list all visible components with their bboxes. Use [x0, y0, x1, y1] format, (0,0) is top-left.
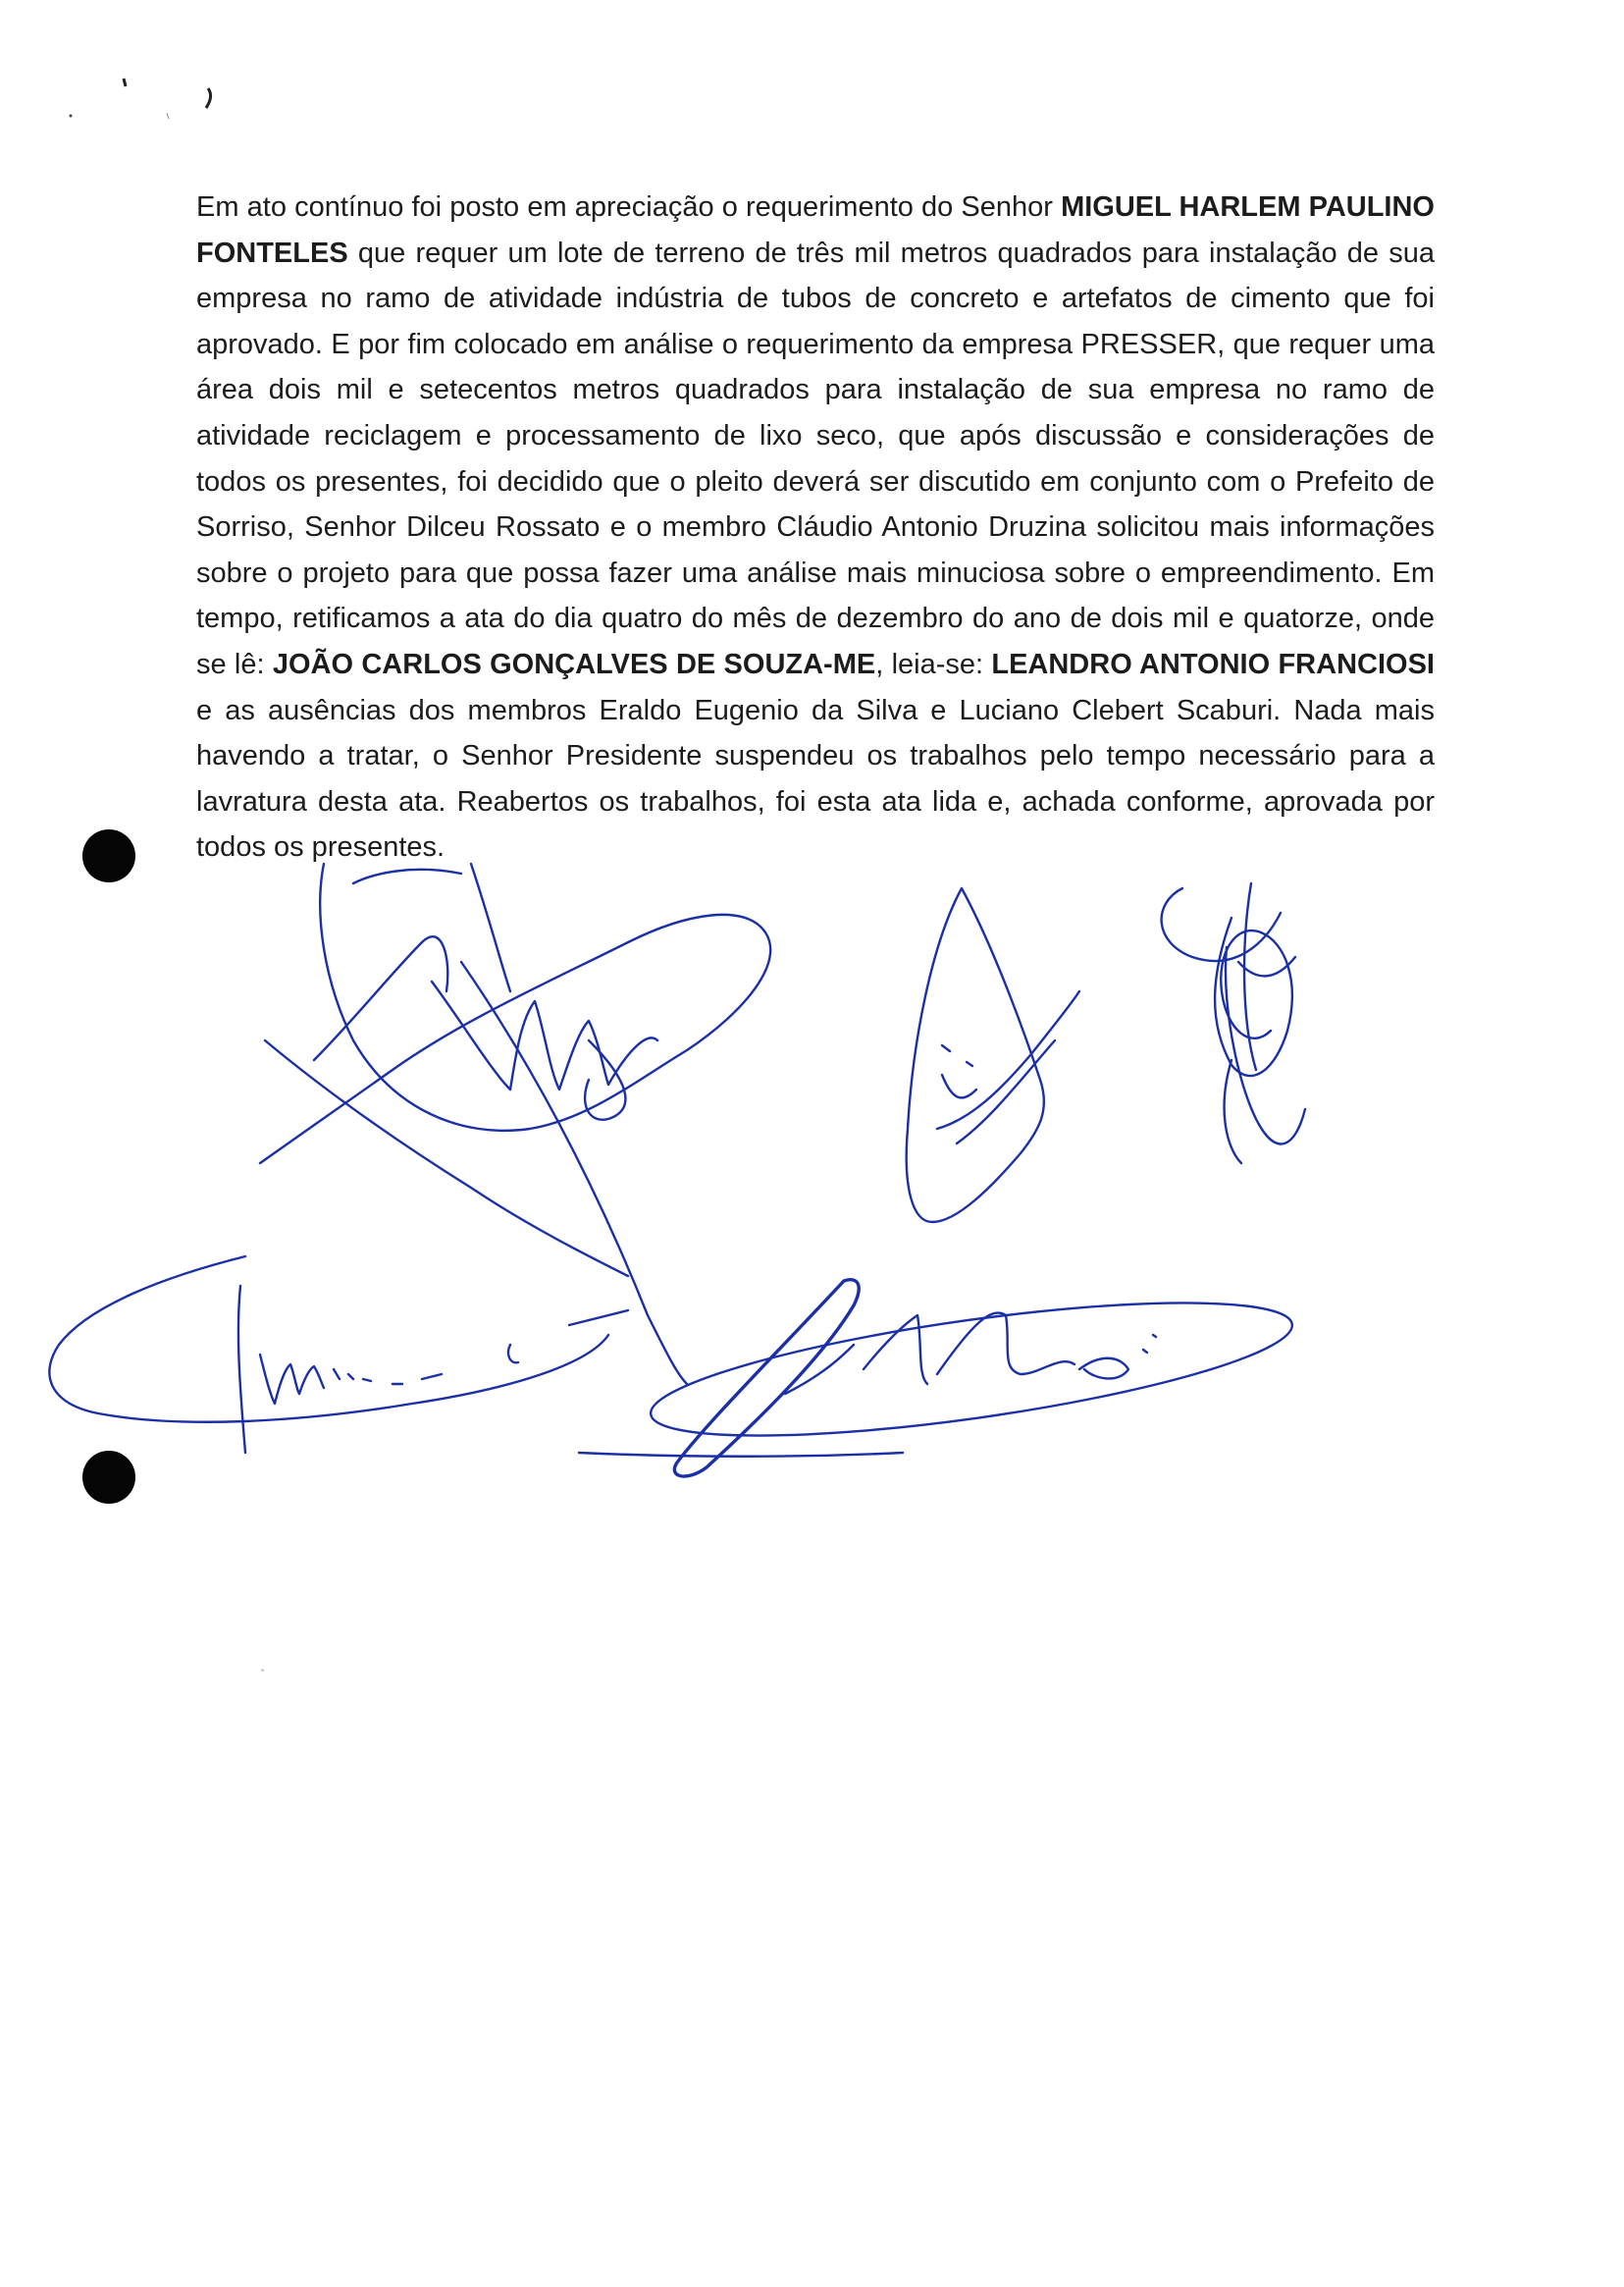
name-joao-carlos: JOÃO CARLOS GONÇALVES DE SOUZA-ME [272, 648, 876, 680]
signature-3 [1162, 883, 1305, 1163]
scan-speck [261, 1669, 264, 1672]
text-run: Em ato contínuo foi posto em apreciação o requerimento do Senhor [196, 191, 1062, 223]
signature-5 [49, 1256, 628, 1453]
text-run: , leia-se: [875, 648, 992, 680]
signature-2 [907, 888, 1079, 1222]
minutes-paragraph [196, 185, 1435, 871]
text-run: e as ausências dos membros Eraldo Eugenio da Silva e Luciano Clebert Scaburi. Nada mais havendo a tratar, o Senhor Presidente suspendeu os trabalhos pelo tempo necessário para a lavratura desta ata. Reabertos os trabalhos, foi esta ata lida e, achada conforme, aprovada por todos os presentes. [196, 694, 1435, 864]
punch-hole-top [82, 829, 135, 882]
signature-4 [579, 1276, 1299, 1476]
name-leandro-antonio: LEANDRO ANTONIO FRANCIOSI [991, 648, 1435, 680]
text-run: que requer um lote de terreno de três mil metros quadrados para instalação de sua empresa no ramo de atividade indústria de tubos de concreto e artefatos de cimento que foi aprovado. E por fim colocado em análise o requerimento da empresa PRESSER, que requer uma área dois mil e setecentos metros quadrados para instalação de sua empresa no ramo de atividade reciclagem e processamento de lixo seco, que após discussão e considerações de todos os presentes, foi decidido que o pleito deverá ser discutido em conjunto com o Prefeito de Sorriso, Senhor Dilceu Rossato e o membro Cláudio Antonio Druzina solicitou mais informações sobre o projeto para que possa fazer uma análise mais minuciosa sobre o empreendimento. Em tempo, retificamos a ata do dia quatro do mês de dezembro do ano de dois mil e quatorze, onde se lê: [196, 237, 1435, 680]
signature-1 [260, 864, 770, 1384]
name-miguel-harlem: MIGUEL HARLEM PAULINO FONTELES [196, 191, 1435, 269]
punch-hole-bottom [82, 1451, 135, 1504]
scan-artifact-marks [59, 69, 236, 128]
